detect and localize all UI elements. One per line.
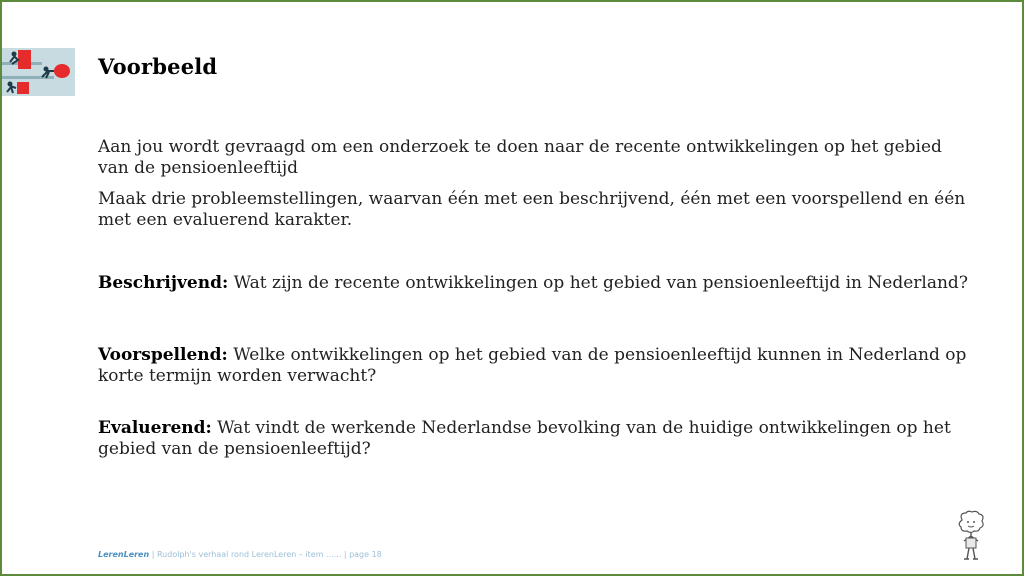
question-descriptive [98, 273, 968, 294]
question-text: Wat zijn de recente ontwikkelingen op het gebied van pensioenleeftijd in Nederland? [228, 273, 968, 293]
slide-title: Voorbeeld [98, 54, 218, 79]
intro-paragraph: Aan jou wordt gevraagd om een onderzoek te doen naar de recente ontwikkelingen op het gebied van de pensioenleeftijd [98, 137, 942, 178]
footer-text: | Rudolph's verhaal rond LerenLeren – item ...... | page 18 [149, 550, 382, 559]
footer [98, 550, 382, 559]
instruction-paragraph: Maak drie probleemstellingen, waarvan één met een beschrijvend, één met een voorspellend en één met een evaluerend karakter. [98, 189, 966, 230]
question-text: Wat vindt de werkende Nederlandse bevolking van de huidige ontwikkelingen op het gebied van de pensioenleeftijd? [98, 418, 951, 459]
mascot-figure-icon [954, 510, 988, 562]
question-label: Beschrijvend: [98, 273, 229, 293]
logo-illustration [2, 48, 75, 96]
figures-pushing-blocks-icon [2, 48, 75, 96]
question-text: Welke ontwikkelingen op het gebied van de pensioenleeftijd kunnen in Nederland op korte termijn worden verwacht? [98, 345, 967, 386]
question-predictive [98, 345, 968, 387]
question-evaluative [98, 418, 968, 460]
question-label: Voorspellend: [98, 345, 228, 365]
footer-brand: LerenLeren [98, 550, 150, 559]
question-label: Evaluerend: [98, 418, 212, 438]
